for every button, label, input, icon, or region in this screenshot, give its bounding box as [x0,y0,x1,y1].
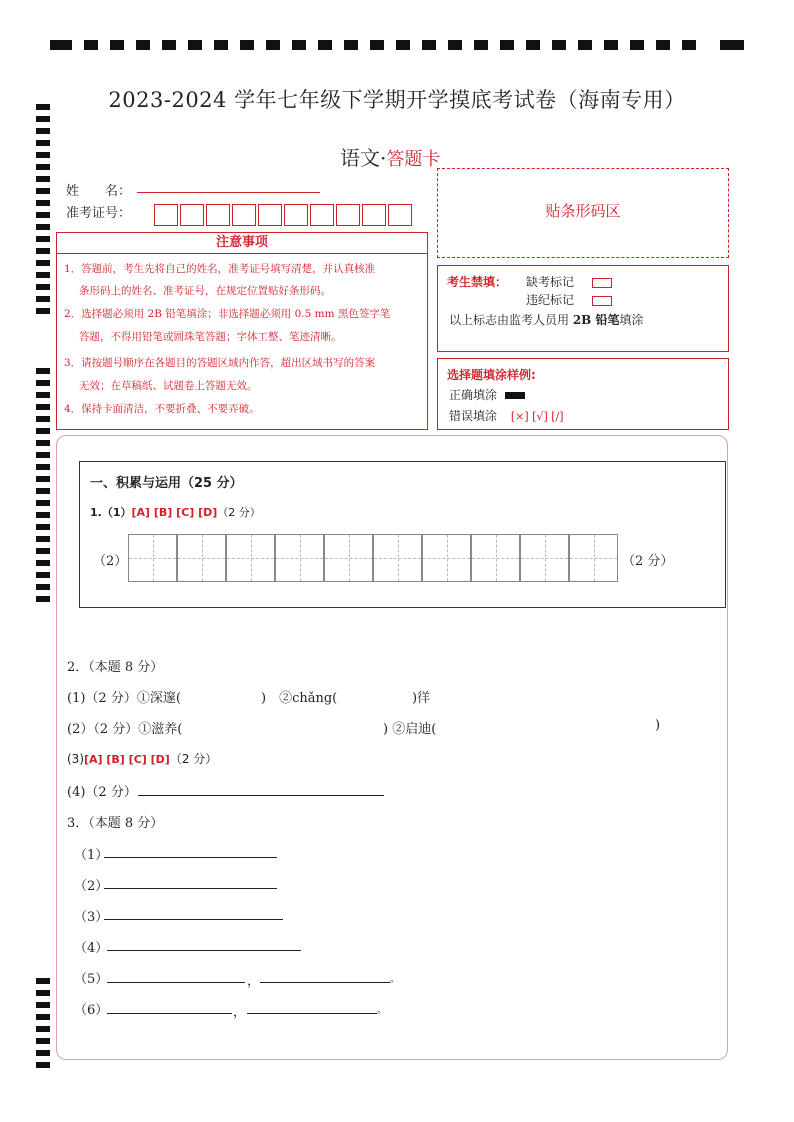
q3-5-period: 。 [390,974,400,985]
q3-4-answer-line[interactable] [107,950,301,951]
notice-heading: 注意事项 [56,232,428,254]
id-digit-box[interactable] [362,204,386,226]
q1-1-row [90,504,261,520]
q3-heading: 3．（本题 8 分） [67,816,164,831]
violation-label: 违纪标记 [526,293,575,307]
q3-2-answer-line[interactable] [104,888,277,889]
id-digit-box[interactable] [284,204,308,226]
q2-1-part-a: (1)（2 分）①深邃( [67,691,181,706]
q3-2-label: （2） [74,879,109,894]
q2-3-row [67,750,217,767]
correct-fill-row [449,386,525,403]
correct-fill-mark [505,392,525,399]
name-input-line[interactable] [137,192,320,193]
q1-1-prefix: 1.（1） [90,506,132,519]
grid-cell[interactable] [422,534,471,582]
exam-info-note [449,311,644,328]
grid-cell[interactable] [324,534,373,582]
violation-mark-box[interactable] [592,296,612,306]
q2-2-part-a: (2）（2 分）①滋养( [67,722,183,737]
grid-cell[interactable] [275,534,324,582]
notice-item: 1．答题前，考生先将自己的姓名，准考证号填写清楚，并认真核准 [64,263,376,275]
q2-4-answer-line[interactable] [138,795,384,796]
exam-title: 2023-2024 学年七年级下学期开学摸底考试卷（海南专用） [108,88,686,112]
q3-6-label: （6） [74,1003,109,1018]
q3-6-period: 。 [377,1005,387,1016]
id-digit-box[interactable] [180,204,204,226]
id-digit-box[interactable] [232,204,256,226]
q3-1-answer-line[interactable] [104,857,277,858]
q3-5-answer-line-a[interactable] [107,982,245,983]
wrong-fill-label: 错误填涂 [449,409,498,423]
q3-3-label: （3） [74,910,109,925]
wrong-fill-marks: [×] [√] [/] [510,410,564,423]
violation-mark-row [526,291,612,308]
q3-4-label: （4） [74,941,109,956]
q3-5-label: （5） [74,972,109,987]
absent-mark-box[interactable] [592,278,612,288]
notice-item: 3．请按题号顺序在各题目的答题区域内作答，超出区域书写的答案 [64,357,376,369]
q2-3-prefix: (3) [67,752,84,766]
id-digit-box[interactable] [154,204,178,226]
grid-cell[interactable] [569,534,618,582]
id-label: 准考证号： [66,206,132,221]
absent-mark-row [526,273,612,290]
id-digit-box[interactable] [310,204,334,226]
id-digit-box[interactable] [388,204,412,226]
note-bold: 2B 铅笔 [572,313,620,327]
q2-4-label: (4)（2 分） [67,785,137,800]
q3-6-answer-line-a[interactable] [107,1013,232,1014]
q3-6-answer-line-b[interactable] [247,1013,377,1014]
notice-item: 答题，不得用铅笔或圆珠笔答题；字体工整、笔迹清晰。 [79,331,342,343]
q1-1-score: （2 分） [217,506,261,519]
notice-item: 4．保持卡面清洁，不要折叠、不要弄破。 [64,403,260,415]
note-pre: 以上标志由监考人员用 [449,313,573,327]
grid-cell[interactable] [520,534,569,582]
grid-cell[interactable] [471,534,520,582]
id-digit-box[interactable] [206,204,230,226]
section1-title: 一、积累与运用（25 分） [90,476,243,491]
q2-3-score: （2 分） [169,752,218,766]
subject-name: 语文· [340,146,387,170]
notice-item: 条形码上的姓名、准考证号，在规定位置贴好条形码。 [79,285,331,297]
grid-cell[interactable] [177,534,226,582]
q1-2-score: （2 分） [622,554,674,569]
q2-1-part-c: )徉 [412,691,431,706]
answer-card-label: 答题卡 [386,149,441,170]
grid-cell[interactable] [128,534,177,582]
wrong-fill-row [449,407,564,424]
q1-2-label: （2） [93,554,128,569]
q2-heading: 2．（本题 8 分） [67,660,164,675]
grid-cell[interactable] [373,534,422,582]
q3-5-comma: ， [247,974,261,989]
grid-cell[interactable] [226,534,275,582]
absent-label: 缺考标记 [526,275,575,289]
fill-sample-title: 选择题填涂样例: [447,368,536,382]
subject-title [340,142,440,171]
q3-5-answer-line-b[interactable] [260,982,390,983]
note-post: 填涂 [619,313,644,327]
q3-3-answer-line[interactable] [104,919,283,920]
q3-1-label: （1） [74,848,109,863]
q2-1-part-b: ) ②chǎng( [261,691,338,706]
q2-2-part-b: ) ②启迪( [383,722,437,737]
q1-1-options[interactable]: [A] [B] [C] [D] [131,506,218,519]
exam-info-label: 考生禁填： [447,275,508,289]
q3-6-comma: ， [233,1005,247,1020]
notice-item: 无效；在草稿纸、试题卷上答题无效。 [79,380,258,392]
q2-2-part-c: ) [655,718,661,733]
q2-3-options[interactable]: [A] [B] [C] [D] [84,753,170,766]
name-label: 姓 名： [66,184,132,199]
notice-item: 2．选择题必须用 2B 铅笔填涂；非选择题必须用 0.5 mm 黑色签字笔 [64,308,391,320]
id-digit-box[interactable] [336,204,360,226]
correct-fill-label: 正确填涂 [449,388,498,402]
id-digit-box[interactable] [258,204,282,226]
barcode-label: 贴条形码区 [545,202,621,220]
